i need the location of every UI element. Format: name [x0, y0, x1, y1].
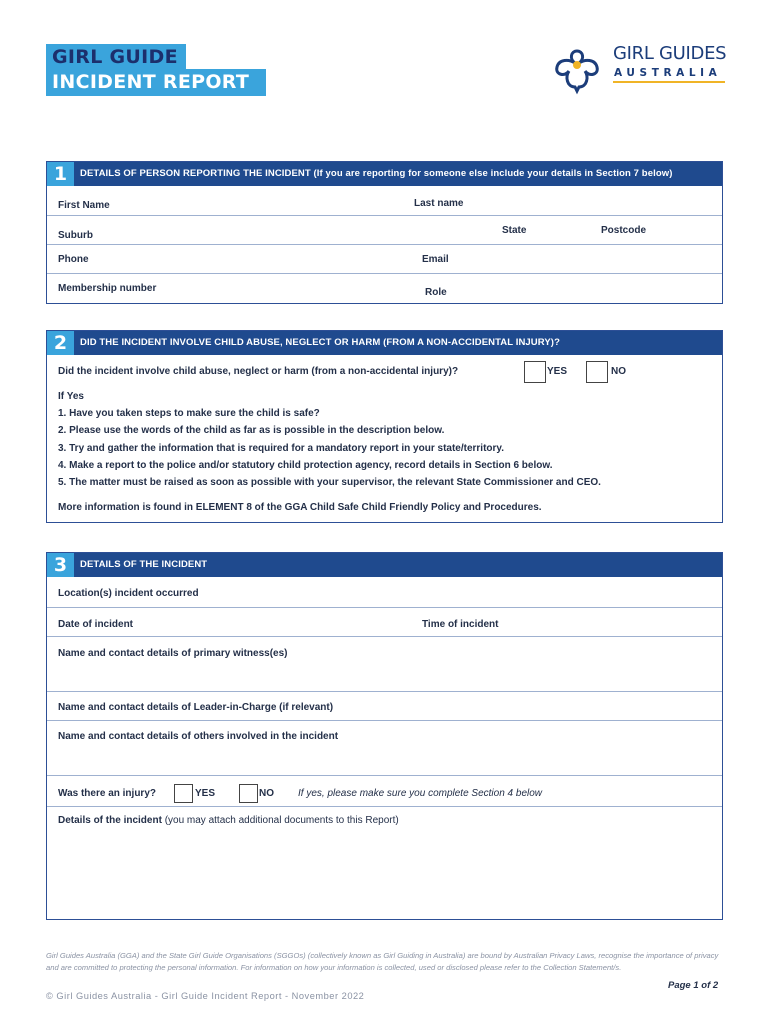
girl-guides-logo: [551, 43, 731, 95]
page-number: Page 1 of 2: [668, 980, 719, 991]
row-witness: [47, 636, 722, 691]
abuse-yes-checkbox[interactable]: [524, 361, 546, 383]
time-field[interactable]: Time of incident: [422, 619, 499, 630]
logo-sub-text: AUSTRALIA: [614, 67, 722, 79]
row-details: [47, 806, 722, 920]
row-address: [47, 215, 722, 244]
row-others: [47, 720, 722, 775]
section-3-heading: DETAILS OF THE INCIDENT: [80, 559, 208, 570]
if-yes-label: If Yes: [58, 391, 84, 402]
section-1-number: 1: [47, 162, 74, 186]
title-line-1: GIRL GUIDE: [46, 44, 186, 71]
row-injury: [47, 775, 722, 806]
section-3-incident: [46, 552, 723, 920]
row-membership: [47, 273, 722, 302]
state-field[interactable]: State: [502, 225, 527, 236]
trefoil-icon: [551, 43, 603, 95]
others-field[interactable]: Name and contact details of others involved in the incident: [58, 731, 339, 742]
more-info-text: More information is found in ELEMENT 8 of the GGA Child Safe Child Friendly Policy and Procedures.: [58, 502, 542, 513]
details-note: (you may attach additional documents to this Report): [164, 815, 399, 826]
step-2: 2. Please use the words of the child as far as is possible in the description below.: [58, 425, 445, 436]
postcode-field[interactable]: Postcode: [601, 225, 647, 236]
section-1-header: [47, 162, 722, 186]
section-1-reporter: [46, 161, 723, 304]
abuse-question: Did the incident involve child abuse, neglect or harm (from a non-accidental injury)?: [58, 366, 459, 377]
step-4: 4. Make a report to the police and/or statutory child protection agency, record details in Section 6 below.: [58, 460, 553, 471]
row-names: [47, 186, 722, 215]
privacy-statement: Girl Guides Australia (GGA) and the State Girl Guide Organisations (SGGOs) (collectively known as Girl Guiding in Australia) are bound by Australian Privacy Laws, recognise the importance of privacy and are committed to protecting the personal information. For information on how your information is collected, used or disclosed please refer to the Collection Statement/s.: [46, 951, 719, 972]
first-name-field[interactable]: First Name: [58, 200, 110, 211]
title-line-2: INCIDENT REPORT: [46, 69, 266, 96]
injury-no-checkbox[interactable]: [239, 784, 258, 803]
section-2-heading: DID THE INCIDENT INVOLVE CHILD ABUSE, NEGLECT OR HARM (FROM A NON-ACCIDENTAL INJURY)?: [80, 337, 560, 348]
abuse-no-label: NO: [611, 366, 626, 377]
section-2-body: [47, 355, 722, 521]
details-label: Details of the incident: [58, 815, 162, 826]
injury-yes-label: YES: [195, 788, 216, 799]
injury-note: If yes, please make sure you complete Section 4 below: [298, 788, 543, 799]
step-3: 3. Try and gather the information that is required for a mandatory report in your state/territory.: [58, 443, 505, 454]
role-field[interactable]: Role: [425, 287, 447, 298]
location-field[interactable]: Location(s) incident occurred: [58, 588, 199, 599]
section-1-heading: DETAILS OF PERSON REPORTING THE INCIDENT: [80, 168, 311, 179]
section-2-number: 2: [47, 331, 74, 355]
section-2-header: [47, 331, 722, 355]
email-field[interactable]: Email: [422, 254, 449, 265]
section-2-child-abuse: [46, 330, 723, 523]
section-3-header: [47, 553, 722, 577]
membership-field[interactable]: Membership number: [58, 283, 157, 294]
witness-field[interactable]: Name and contact details of primary witness(es): [58, 648, 288, 659]
step-5: 5. The matter must be raised as soon as possible with your supervisor, the relevant State Commissioner and CEO.: [58, 477, 601, 488]
phone-field[interactable]: Phone: [58, 254, 89, 265]
copyright-text: © Girl Guides Australia - Girl Guide Incident Report - November 2022: [46, 991, 365, 1001]
injury-no-label: NO: [259, 788, 274, 799]
section-3-number: 3: [47, 553, 74, 577]
row-contact: [47, 244, 722, 273]
step-1: 1. Have you taken steps to make sure the child is safe?: [58, 408, 320, 419]
last-name-field[interactable]: Last name: [414, 198, 464, 209]
injury-question: Was there an injury?: [58, 788, 156, 799]
section-1-heading-note: (If you are reporting for someone else include your details in Section 7 below): [313, 168, 673, 179]
leader-field[interactable]: Name and contact details of Leader-in-Charge (if relevant): [58, 702, 334, 713]
row-date-time: [47, 607, 722, 636]
logo-main-text: GIRL GUIDES: [613, 43, 727, 64]
injury-yes-checkbox[interactable]: [174, 784, 193, 803]
suburb-field[interactable]: Suburb: [58, 230, 93, 241]
row-leader: [47, 691, 722, 720]
details-field[interactable]: [58, 815, 399, 826]
row-location: [47, 577, 722, 607]
date-field[interactable]: Date of incident: [58, 619, 134, 630]
logo-underline: [613, 81, 725, 83]
abuse-yes-label: YES: [547, 366, 568, 377]
abuse-no-checkbox[interactable]: [586, 361, 608, 383]
